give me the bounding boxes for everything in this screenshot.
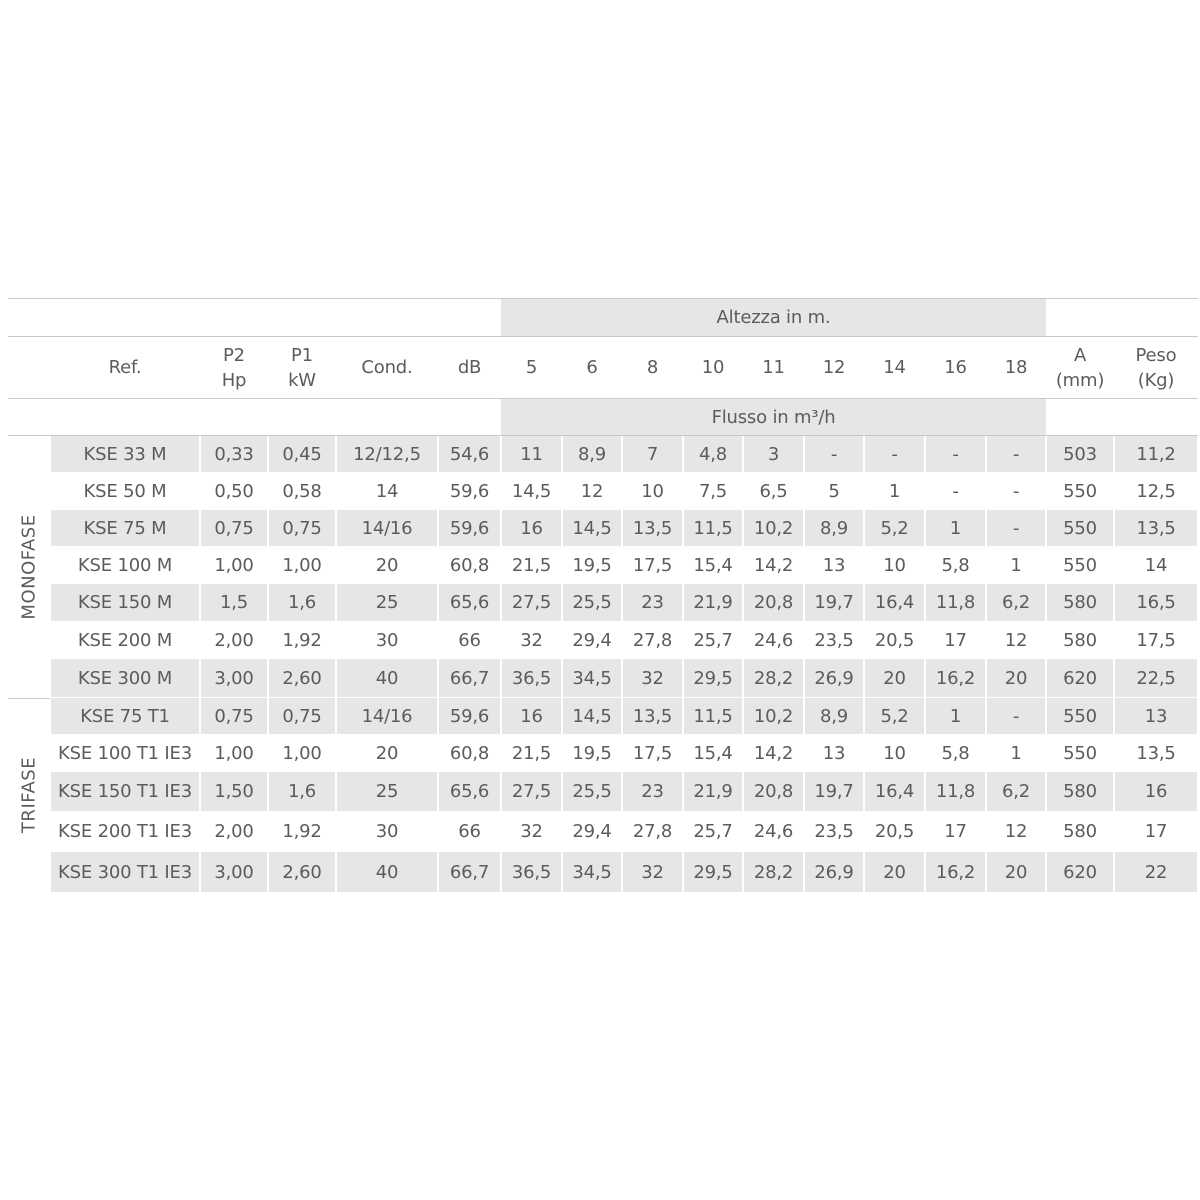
table-cell: 59,6 — [449, 517, 490, 539]
table-cell: 19,7 — [814, 781, 854, 802]
table-cell: 17,5 — [632, 554, 673, 576]
table-cell: 36,5 — [511, 667, 552, 689]
table-cell: 1,00 — [214, 742, 254, 764]
flow-group-label: Flusso in m³/h — [711, 406, 836, 428]
table-cell: 32 — [641, 861, 664, 883]
table-cell: 1 — [1010, 742, 1022, 764]
table-cell: - — [1012, 480, 1020, 502]
model-ref: KSE 50 M — [83, 480, 167, 502]
table-cell: 14,5 — [572, 517, 612, 539]
table-cell: 32 — [520, 821, 543, 842]
table-cell: 20 — [375, 742, 399, 764]
table-cell: 1,00 — [282, 554, 322, 576]
table-cell: 21,5 — [511, 554, 552, 576]
table-cell: 7,5 — [698, 480, 728, 502]
table-cell: 580 — [1063, 629, 1097, 651]
table-cell: 40 — [375, 667, 399, 689]
table-cell: 24,6 — [753, 821, 794, 842]
table-cell: 6,5 — [759, 480, 788, 502]
table-cell: 620 — [1063, 667, 1097, 689]
table-cell: 10,2 — [753, 705, 794, 727]
table-cell: 66,7 — [449, 861, 490, 883]
table-cell: 54,6 — [449, 443, 490, 465]
table-cell: 16,4 — [874, 592, 915, 613]
table-cell: 29,5 — [693, 861, 733, 883]
table-cell: 13 — [822, 554, 846, 576]
table-cell: 16 — [520, 705, 543, 727]
table-cell: 0,75 — [282, 517, 322, 539]
table-cell: 23,5 — [814, 629, 854, 651]
table-cell: 27,5 — [511, 592, 552, 613]
table-cell: 550 — [1063, 480, 1097, 502]
table-cell: 5,2 — [880, 705, 909, 727]
header-db: dB — [457, 357, 482, 378]
model-ref: KSE 100 T1 IE3 — [58, 742, 192, 764]
table-cell: 3,00 — [214, 861, 254, 883]
table-cell: 5 — [828, 480, 840, 502]
table-cell: 20,8 — [753, 592, 794, 613]
table-cell: 28,2 — [753, 861, 794, 883]
model-ref: KSE 33 M — [83, 443, 167, 465]
table-cell: 66 — [458, 629, 481, 651]
table-cell: 12 — [1004, 821, 1028, 842]
table-cell: 2,60 — [282, 667, 322, 689]
table-cell: 1,6 — [287, 592, 317, 613]
table-cell: 12 — [580, 480, 604, 502]
table-cell: 27,5 — [511, 781, 552, 802]
table-cell: 1 — [949, 517, 962, 539]
header-height-1: 5 — [525, 357, 538, 378]
table-cell: 16 — [1144, 781, 1168, 802]
header-peso-line-1: Peso — [1135, 344, 1177, 366]
table-cell: 6,2 — [1001, 592, 1031, 613]
table-cell: - — [891, 443, 898, 465]
table-cell: 503 — [1063, 443, 1097, 465]
table-cell: 20 — [375, 554, 399, 576]
table-cell: 16 — [520, 517, 543, 539]
table-cell: 13 — [1144, 705, 1168, 727]
table-cell: 0,75 — [282, 705, 322, 727]
height-group-label: Altezza in m. — [716, 307, 831, 328]
table-cell: 0,75 — [214, 517, 254, 539]
header-p2 — [200, 337, 268, 398]
header-height-4: 10 — [701, 357, 725, 378]
table-cell: 550 — [1063, 742, 1097, 764]
table-cell: 580 — [1063, 592, 1097, 613]
table-cell: 1,92 — [282, 629, 322, 651]
table-cell: 66,7 — [449, 667, 490, 689]
table-cell: 13 — [822, 742, 846, 764]
table-cell: 580 — [1063, 821, 1097, 842]
table-cell: 13,5 — [632, 517, 673, 539]
table-cell: 13,5 — [632, 705, 673, 727]
table-cell: - — [952, 443, 959, 465]
table-cell: - — [1012, 705, 1020, 727]
model-ref: KSE 150 T1 IE3 — [58, 781, 192, 802]
table-cell: 550 — [1063, 705, 1097, 727]
table-cell: 620 — [1063, 861, 1097, 883]
table-cell: 15,4 — [693, 554, 733, 576]
table-cell: - — [952, 480, 959, 502]
table-cell: 36,5 — [511, 861, 552, 883]
table-cell: 11 — [520, 443, 543, 465]
group-label-trifase: TRIFASE — [18, 756, 40, 834]
table-cell: 0,33 — [214, 443, 254, 465]
table-cell: 1,92 — [282, 821, 322, 842]
table-cell: 17 — [944, 821, 967, 842]
table-cell: 17 — [944, 629, 967, 651]
table-cell: 20,8 — [753, 781, 794, 802]
table-cell: 16,2 — [935, 667, 976, 689]
header-p2-line-1: P2 — [223, 344, 245, 366]
header-a — [1046, 337, 1114, 398]
table-cell: 14 — [1144, 554, 1168, 576]
table-cell: 21,5 — [511, 742, 552, 764]
model-ref: KSE 75 M — [83, 517, 167, 539]
table-cell: 0,75 — [214, 705, 254, 727]
table-cell: 13,5 — [1136, 517, 1176, 539]
table-cell: 20 — [883, 667, 906, 689]
table-cell: 30 — [375, 821, 399, 842]
table-cell: 2,00 — [214, 821, 254, 842]
table-cell: 25,5 — [572, 592, 612, 613]
table-cell: 29,5 — [693, 667, 733, 689]
header-height-7: 14 — [883, 357, 906, 378]
table-cell: 4,8 — [698, 443, 728, 465]
table-cell: 30 — [375, 629, 399, 651]
table-cell: 20,5 — [874, 629, 915, 651]
table-cell: 0,45 — [282, 443, 322, 465]
table-cell: - — [830, 443, 838, 465]
table-cell: 23 — [641, 592, 664, 613]
table-cell: 21,9 — [693, 781, 733, 802]
header-ref: Ref. — [108, 357, 142, 378]
table-cell: 59,6 — [449, 705, 490, 727]
header-height-9: 18 — [1004, 357, 1028, 378]
table-cell: 65,6 — [449, 781, 490, 802]
model-ref: KSE 300 M — [77, 667, 173, 689]
table-cell: 27,8 — [632, 629, 673, 651]
table-cell: 20,5 — [874, 821, 915, 842]
model-ref: KSE 100 M — [77, 554, 173, 576]
table-cell: 12,5 — [1136, 480, 1176, 502]
model-ref: KSE 150 M — [77, 592, 173, 613]
table-cell: 22,5 — [1136, 667, 1176, 689]
header-peso — [1114, 337, 1198, 398]
table-cell: 16,2 — [935, 861, 976, 883]
table-cell: 550 — [1063, 517, 1097, 539]
table-cell: 1,00 — [282, 742, 322, 764]
table-cell: 10 — [883, 554, 906, 576]
table-cell: 8,9 — [819, 517, 849, 539]
table-cell: 15,4 — [693, 742, 733, 764]
table-cell: 580 — [1063, 781, 1097, 802]
table-cell: 1 — [888, 480, 901, 502]
table-cell: 14/16 — [361, 705, 413, 727]
table-cell: 11,8 — [935, 781, 976, 802]
table-cell: 16,5 — [1136, 592, 1176, 613]
table-cell: 1,00 — [214, 554, 254, 576]
table-cell: 10,2 — [753, 517, 794, 539]
header-height-6: 12 — [822, 357, 846, 378]
header-height-8: 16 — [944, 357, 967, 378]
model-ref: KSE 200 T1 IE3 — [58, 821, 192, 842]
table-cell: 14 — [375, 480, 399, 502]
table-cell: 1,5 — [219, 592, 249, 613]
table-cell: 8,9 — [819, 705, 849, 727]
group-divider-rule — [8, 698, 50, 699]
table-cell: 29,4 — [572, 629, 612, 651]
table-cell: 0,58 — [282, 480, 322, 502]
table-cell: 1 — [1010, 554, 1022, 576]
table-cell: 11,5 — [693, 517, 733, 539]
table-cell: 14,2 — [753, 742, 794, 764]
table-cell: 20 — [1004, 861, 1028, 883]
table-cell: 28,2 — [753, 667, 794, 689]
header-height-5: 11 — [762, 357, 785, 378]
table-cell: 25,5 — [572, 781, 612, 802]
table-cell: 3 — [767, 443, 780, 465]
table-cell: 60,8 — [449, 742, 490, 764]
header-height-3: 8 — [646, 357, 659, 378]
table-cell: 5,8 — [941, 742, 970, 764]
table-cell: 2,00 — [214, 629, 254, 651]
table-cell: 25 — [375, 781, 399, 802]
table-cell: 14,5 — [572, 705, 612, 727]
table-cell: 10 — [641, 480, 664, 502]
table-cell: - — [1012, 443, 1020, 465]
table-cell: 6,2 — [1001, 781, 1031, 802]
table-cell: 23,5 — [814, 821, 854, 842]
table-cell: 0,50 — [214, 480, 254, 502]
table-cell: 24,6 — [753, 629, 794, 651]
model-ref: KSE 200 M — [77, 629, 173, 651]
header-p1-line-2: kW — [288, 369, 316, 391]
table-cell: 7 — [646, 443, 659, 465]
table-cell: 59,6 — [449, 480, 490, 502]
table-cell: 21,9 — [693, 592, 733, 613]
table-cell: 19,5 — [572, 554, 612, 576]
table-cell: 1 — [949, 705, 962, 727]
header-height-2: 6 — [586, 357, 598, 378]
header-p1-line-1: P1 — [291, 344, 313, 366]
table-cell: 20 — [1004, 667, 1028, 689]
table-cell: 1,50 — [214, 781, 254, 802]
table-cell: 17,5 — [1136, 629, 1176, 651]
table-cell: 25,7 — [693, 821, 733, 842]
header-p2-line-2: Hp — [221, 369, 247, 391]
table-cell: 3,00 — [214, 667, 254, 689]
header-p1 — [268, 337, 336, 398]
table-cell: 26,9 — [814, 861, 854, 883]
table-cell: - — [1012, 517, 1020, 539]
table-cell: 25,7 — [693, 629, 733, 651]
table-cell: 27,8 — [632, 821, 673, 842]
table-cell: 2,60 — [282, 861, 322, 883]
table-cell: 25 — [375, 592, 399, 613]
table-cell: 16,4 — [874, 781, 915, 802]
table-cell: 14,2 — [753, 554, 794, 576]
table-cell: 40 — [375, 861, 399, 883]
table-cell: 32 — [520, 629, 543, 651]
model-ref: KSE 75 T1 — [80, 705, 170, 727]
table-cell: 10 — [883, 742, 906, 764]
table-cell: 26,9 — [814, 667, 854, 689]
table-cell: 19,7 — [814, 592, 854, 613]
table-cell: 17,5 — [632, 742, 673, 764]
header-peso-line-2: (Kg) — [1137, 369, 1175, 391]
table-cell: 1,6 — [287, 781, 317, 802]
table-cell: 550 — [1063, 554, 1097, 576]
header-cond: Cond. — [361, 357, 413, 378]
table-cell: 8,9 — [577, 443, 607, 465]
table-cell: 17 — [1144, 821, 1168, 842]
table-cell: 23 — [641, 781, 664, 802]
table-cell: 14,5 — [511, 480, 552, 502]
table-cell: 20 — [883, 861, 906, 883]
table-cell: 12 — [1004, 629, 1028, 651]
table-cell: 13,5 — [1136, 742, 1176, 764]
table-cell: 14/16 — [361, 517, 413, 539]
table-cell: 34,5 — [572, 667, 612, 689]
table-cell: 32 — [641, 667, 664, 689]
table-cell: 5,2 — [880, 517, 909, 539]
table-cell: 65,6 — [449, 592, 490, 613]
table-cell: 22 — [1144, 861, 1168, 883]
table-cell: 66 — [458, 821, 481, 842]
table-cell: 29,4 — [572, 821, 612, 842]
table-cell: 19,5 — [572, 742, 612, 764]
table-cell: 11,5 — [693, 705, 733, 727]
group-label-monofase: MONOFASE — [18, 513, 40, 620]
header-a-line-1: A — [1073, 344, 1087, 366]
table-cell: 5,8 — [941, 554, 970, 576]
table-cell: 34,5 — [572, 861, 612, 883]
table-cell: 12/12,5 — [353, 443, 421, 465]
table-cell: 11,2 — [1136, 443, 1176, 465]
header-a-line-2: (mm) — [1055, 369, 1105, 391]
table-cell: 60,8 — [449, 554, 490, 576]
table-cell: 11,8 — [935, 592, 976, 613]
model-ref: KSE 300 T1 IE3 — [58, 861, 192, 883]
